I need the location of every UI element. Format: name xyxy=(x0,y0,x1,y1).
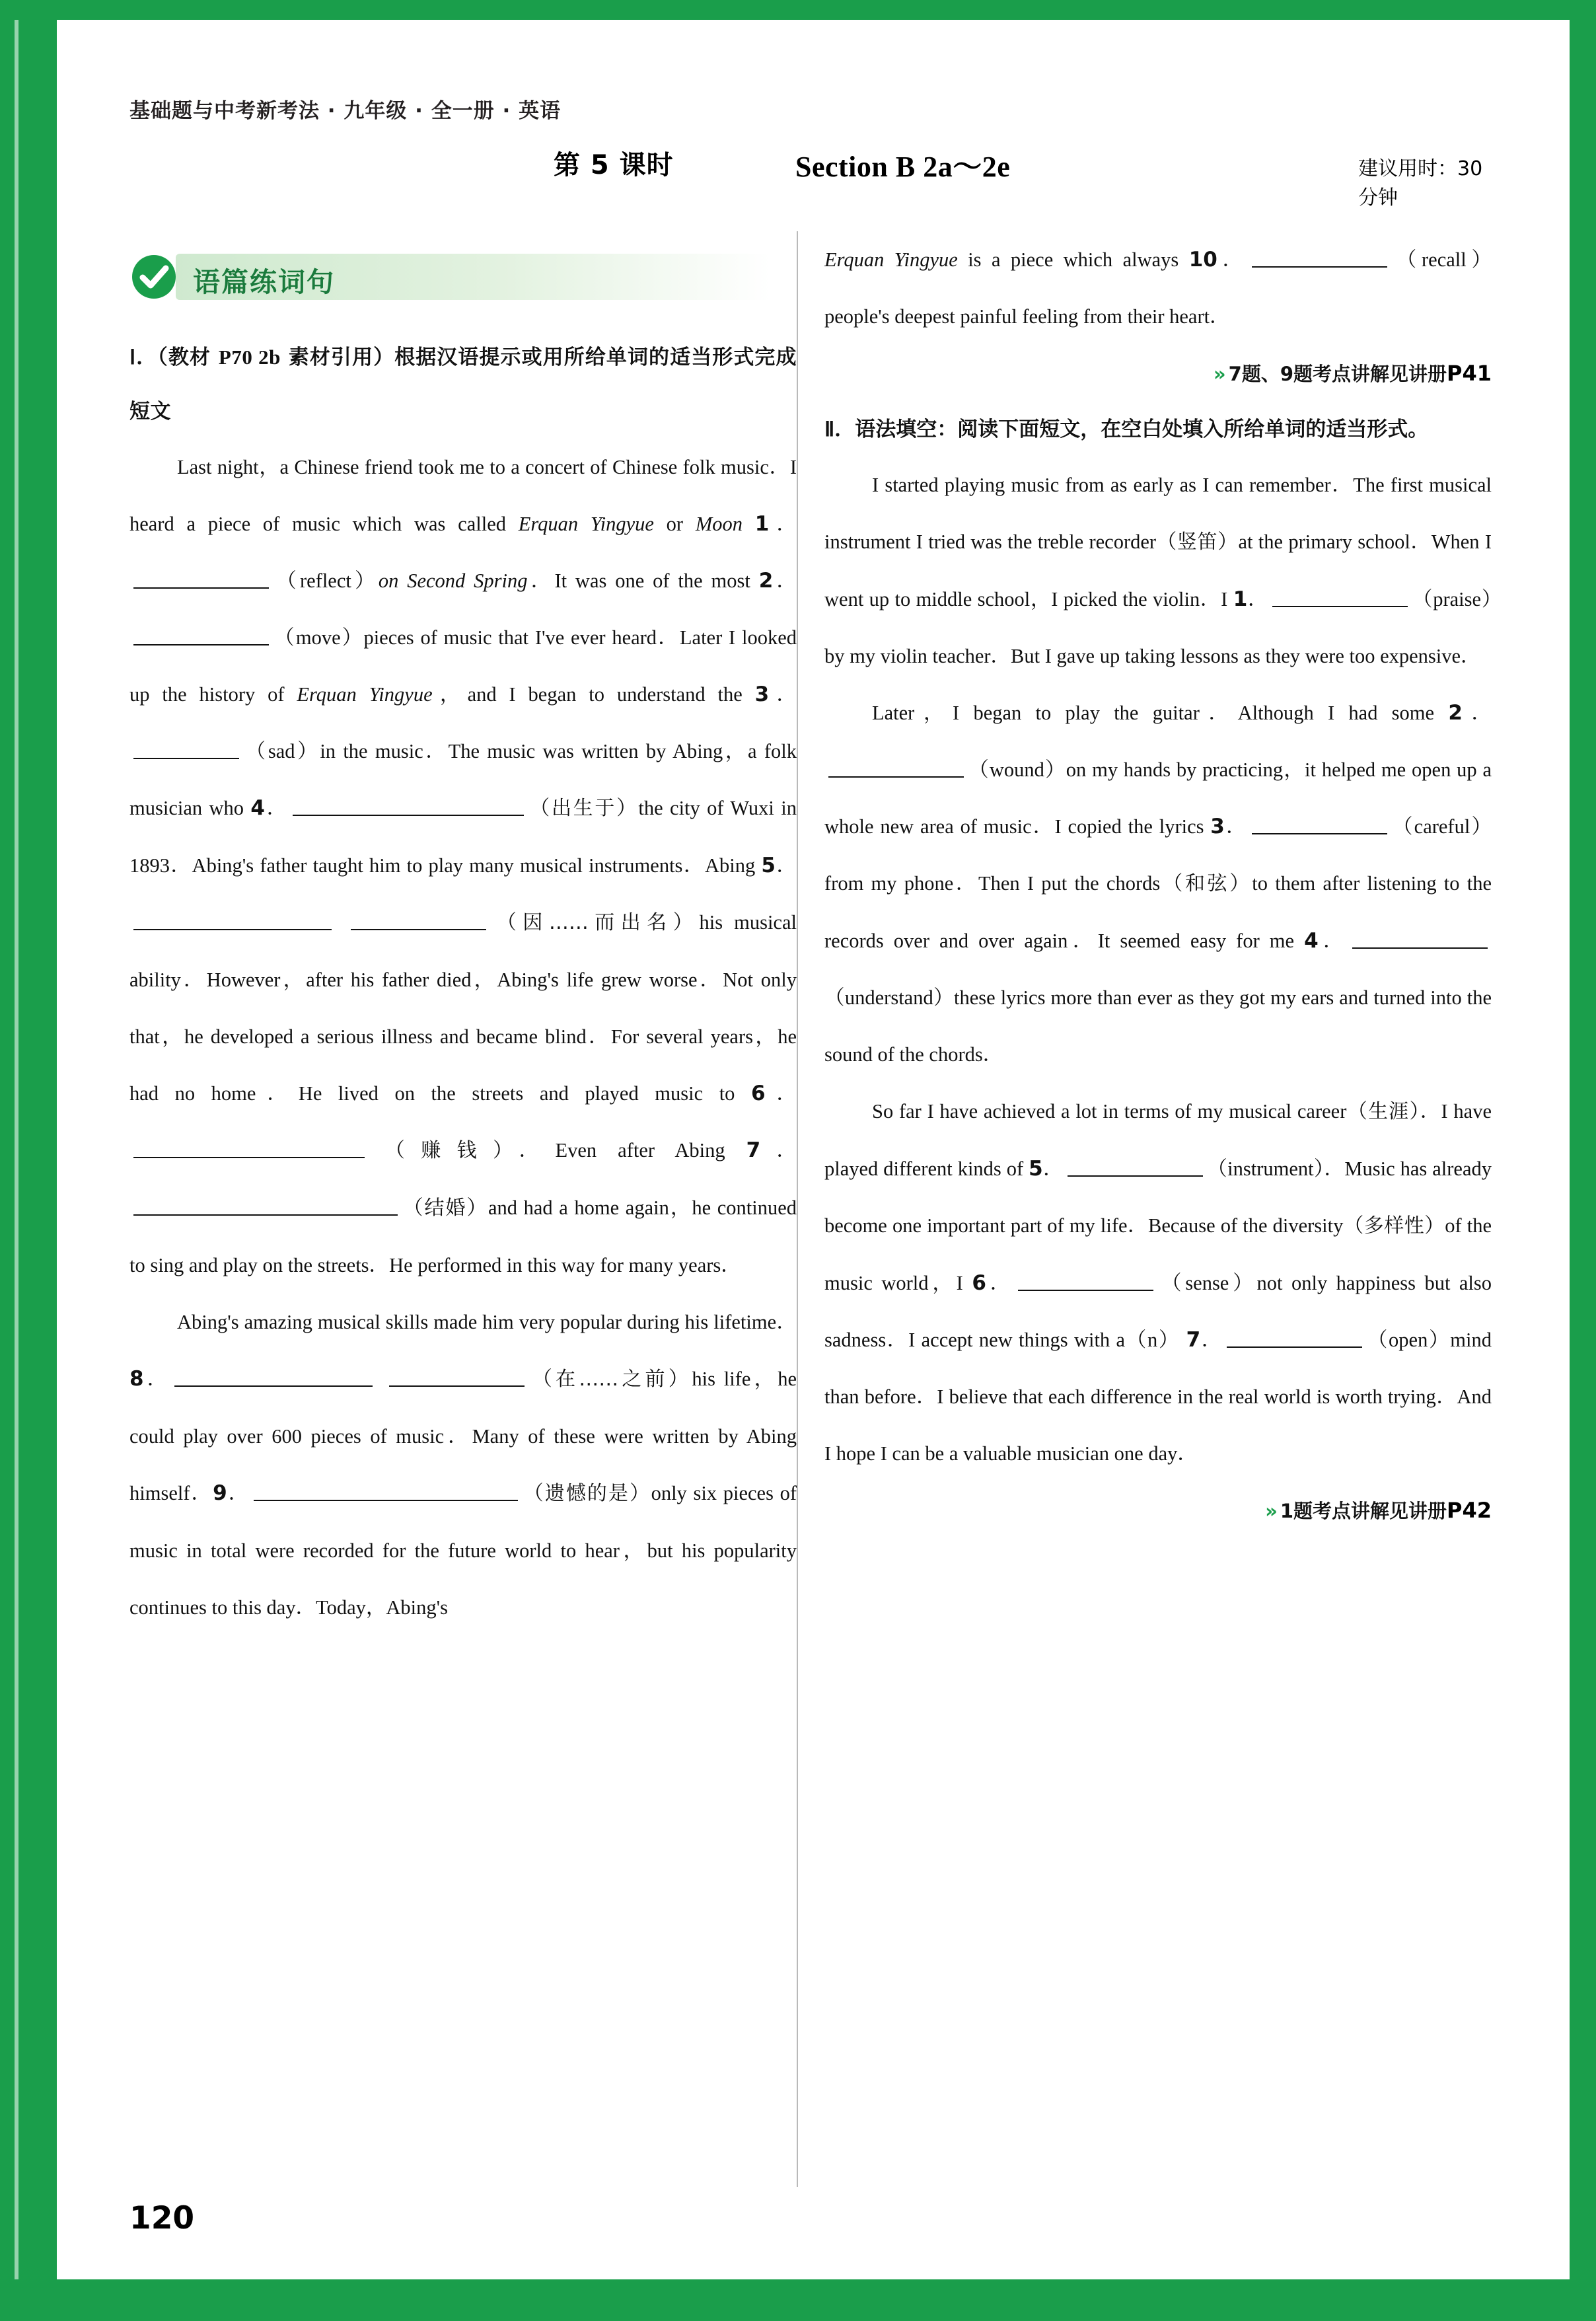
page-number: 120 xyxy=(129,2200,195,2236)
section1-reference-page: P41 xyxy=(1447,361,1492,386)
badge-label: 语篇练词句 xyxy=(193,266,335,298)
answer-blank[interactable] xyxy=(1227,1324,1362,1348)
answer-blank[interactable] xyxy=(293,792,524,816)
answer-blank[interactable] xyxy=(1272,583,1408,607)
section2-prompt: Ⅱ．语法填空：阅读下面短文，在空白处填入所给单词的适当形式。 xyxy=(824,418,1429,441)
answer-blank[interactable] xyxy=(1018,1267,1153,1291)
left-green-bar xyxy=(0,0,57,2321)
section1-paragraph-1: Last night，a Chinese friend took me to a concert of Chinese folk music．I heard a piece of music which was called Erquan Yingyue or Moon 1．（reflect）on Second Spring．It was one of the most 2．（move）pieces of music that I've ever heard．Later I looked up the history of Erquan Yingyue，and I began to understand the 3．（sad）in the music．The music was written by Abing，a folk musician who 4． （出生于）the city of Wuxi in 1893．Abing's father taught him to play many musical instruments．Abing 5． （因……而出名）his musical ability．However，after his father died，Abing's life grew worse．Not only that，he developed a serious illness and became blind．For several years，he had no home．He lived on the streets and played music to 6．（赚钱）．Even after Abing 7．（结婚）and had a home again，he continued to sing and play on the streets．He performed in this way for many years． xyxy=(129,456,797,1276)
answer-blank[interactable] xyxy=(1252,244,1387,268)
section1-reference-text: 7题、9题考点讲解见讲册 xyxy=(1228,363,1447,385)
bottom-green-bar xyxy=(0,2279,1596,2321)
suggested-time: 建议用时：30 分钟 xyxy=(1358,157,1483,209)
answer-blank[interactable] xyxy=(133,735,239,759)
section1-paragraph-2: Abing's amazing musical skills made him very popular during his lifetime．8． （在……之前）his life，he could play over 600 pieces of music．Many of these were written by Abing himself．9． （遗憾的是）only six pieces of music in total were recorded for the future world to hear，but his popularity continues to this day．Today，Abing's xyxy=(129,1311,797,1619)
answer-blank[interactable] xyxy=(133,906,332,930)
lesson-title-row xyxy=(129,144,1490,209)
chevron-right-icon: » xyxy=(1265,1500,1275,1522)
section2-reference-page: P42 xyxy=(1447,1498,1492,1523)
answer-blank[interactable] xyxy=(1252,811,1387,834)
right-column xyxy=(824,231,1492,1539)
right-green-bar xyxy=(1570,0,1596,2321)
answer-blank[interactable] xyxy=(254,1477,518,1501)
column-divider xyxy=(797,231,798,2187)
answer-blank[interactable] xyxy=(351,906,486,930)
answer-blank[interactable] xyxy=(133,565,269,589)
lesson-number: 第 5 课时 xyxy=(554,150,674,180)
answer-blank[interactable] xyxy=(133,622,269,645)
section1-prompt: Ⅰ．（教材 P70 2b 素材引用）根据汉语提示或用所给单词的适当形式完成短文 xyxy=(129,346,797,424)
page-title: Section B 2a～2e xyxy=(795,151,1011,183)
answer-blank[interactable] xyxy=(1068,1153,1203,1177)
section-badge xyxy=(129,252,777,301)
section2-reference-text: 1题考点讲解见讲册 xyxy=(1280,1500,1447,1522)
book-header: 基础题与中考新考法 · 九年级 · 全一册 · 英语 xyxy=(129,99,562,123)
section2-paragraph-2: Later，I began to play the guitar．Although I had some 2．（wound）on my hands by practicing，it helped me open up a whole new area of music．I copied the lyrics 3． （careful）from my phone．Then I put the chords（和弦）to them after listening to the records over and over again．It seemed easy for me 4．（understand）these lyrics more than ever as they got my ears and turned into the sound of the chords． xyxy=(824,701,1492,1066)
answer-blank[interactable] xyxy=(174,1363,373,1387)
answer-blank[interactable] xyxy=(1352,925,1488,949)
section2-paragraph-1: I started playing music from as early as I can remember．The first musical instrument I tried was the treble recorder（竖笛）at the primary school．When I went up to middle school，I picked the violin．I 1． （praise）by my violin teacher．But I gave up taking lessons as they were too expensive． xyxy=(824,474,1492,667)
answer-blank[interactable] xyxy=(828,754,964,778)
left-column xyxy=(129,330,797,1636)
section2-reference xyxy=(824,1482,1492,1539)
section2-paragraph-3: So far I have achieved a lot in terms of my musical career（生涯）．I have played different kinds of 5． （instrument）．Music has already become one important part of my life．Because of the diversity（多样性）of the music world，I 6． （sense）not only happiness but also sadness．I accept new things with a（n） 7． （open）mind than before．I believe that each difference in the real world is worth trying．And I hope I can be a valuable musician one day． xyxy=(824,1100,1492,1465)
left-bar-stripe xyxy=(15,20,18,2279)
answer-blank[interactable] xyxy=(133,1134,365,1158)
chevron-right-icon: » xyxy=(1213,363,1223,385)
check-circle-icon xyxy=(129,252,178,301)
section1-paragraph-2-continued: Erquan Yingyue is a piece which always 10． （recall）people's deepest painful feeling from their heart． xyxy=(824,231,1492,345)
top-green-bar xyxy=(0,0,1596,20)
answer-blank[interactable] xyxy=(389,1363,525,1387)
section1-reference xyxy=(824,345,1492,402)
answer-blank[interactable] xyxy=(133,1192,398,1216)
